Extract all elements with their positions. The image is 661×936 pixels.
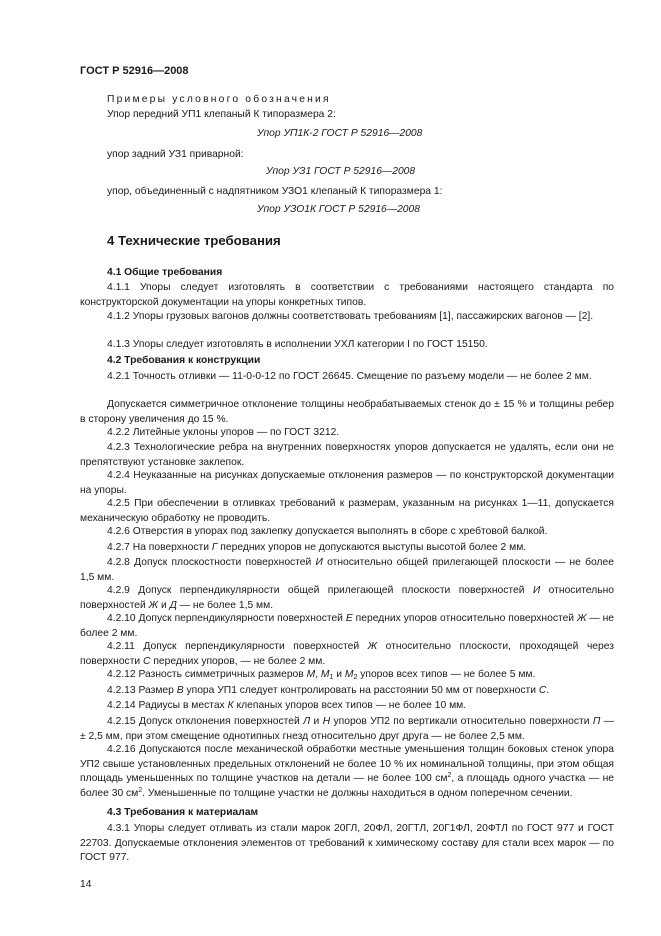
clause-4-2-7: 4.2.7 На поверхности Г передних упоров не допускаются выступы высотой более 2 мм. [107, 542, 527, 553]
examples-heading: Примеры условного обозначения [107, 94, 331, 105]
clause-4-2-16: 4.2.16 Допускаются после механической обработки местные уменьшения толщин боковых стенок упора УП2 свыше установленных предельных отклонений не более 10 % их номинальной толщины, при этом общая площадь уменьшенных по толщине участков на детали — не более 100 $см^2$, а площадь одного участка — не более 30 $см^2$. Уменьшенные по толщине участки не должны находиться в одном поперечном сечении. [80, 744, 614, 799]
clause-4-2-3: 4.2.3 Технологические ребра на внутренних поверхностях упоров допускается не удалять, если они не препятствуют установке заклепок. [80, 442, 614, 468]
example-2-designation: Упор УЗ1 ГОСТ Р 52916—2008 [266, 166, 416, 177]
clause-4-2-2: 4.2.2 Литейные уклоны упоров — по ГОСТ 3212. [107, 427, 340, 438]
clause-4-2-11: 4.2.11 Допуск перпендикулярности поверхностей Ж относительно плоскости, проходящей через поверхности С передних упоров, — не более 2 мм. [80, 641, 614, 667]
clause-4-2-8: 4.2.8 Допуск плоскостности поверхностей И относительно общей прилегающей плоскости — не более 1,5 мм. [80, 557, 614, 583]
clause-4-2-1: 4.2.1 Точность отливки — 11-0-0-12 по ГОСТ 26645. Смещение по разъему модели — не более 2 мм. [107, 371, 592, 382]
clause-4-2-10: 4.2.10 Допуск перпендикулярности поверхностей Е передних упоров относительно поверхностей Ж — не более 2 мм. [80, 613, 615, 639]
clause-4-2-12: 4.2.12 Разность симметричных размеров М, $М_1$ и $М_2$ упоров всех типов — не более 5 мм. [107, 669, 536, 681]
section-4-1-title: 4.1 Общие требования [107, 267, 223, 278]
clause-4-3-1: 4.3.1 Упоры следует отливать из стали марок 20ГЛ, 20ФЛ, 20ГТЛ, 20Г1ФЛ, 20ФТЛ по ГОСТ 977 и ГОСТ 22703. Допускаемые отклонения элементов от требований к химическому составу для стали всех марок — по ГОСТ 977. [80, 823, 614, 864]
example-3-designation: Упор УЗО1К ГОСТ Р 52916—2008 [257, 204, 420, 215]
clause-4-1-3: 4.1.3 Упоры следует изготовлять в исполнении УХЛ категории I по ГОСТ 15150. [107, 339, 488, 350]
clause-4-1-2: 4.1.2 Упоры грузовых вагонов должны соответствовать требованиям [1], пассажирских вагонов — [2]. [107, 311, 594, 322]
clause-4-1-1: 4.1.1 Упоры следует изготовлять в соответствии с требованиями настоящего стандарта по конструкторской документации на упоры конкретных типов. [80, 282, 614, 308]
example-1-designation: Упор УП1К-2 ГОСТ Р 52916—2008 [257, 128, 423, 139]
section-4-2-title: 4.2 Требования к конструкции [107, 355, 261, 366]
clause-4-2-6: 4.2.6 Отверстия в упорах под заклепку допускается выполнять в сборе с хребтовой балкой. [107, 526, 548, 537]
clause-4-2-5: 4.2.5 При обеспечении в отливках требований к размерам, указанным на рисунках 1—11, допускается механическую обработку не проводить. [80, 498, 614, 524]
clause-4-2-15: 4.2.15 Допуск отклонения поверхностей Л и Н упоров УП2 по вертикали относительно поверхности П — ± 2,5 мм, при этом смещение однотипных гнезд относительно друг друга — не более 2,5 мм. [80, 716, 614, 742]
section-4-3-title: 4.3 Требования к материалам [107, 807, 259, 818]
example-1-desc: Упор передний УП1 клепаный К типоразмера 2: [107, 109, 336, 120]
example-2-desc: упор задний УЗ1 приварной: [107, 149, 244, 160]
page-number: 14 [80, 879, 92, 890]
clause-4-2-13: 4.2.13 Размер В упора УП1 следует контролировать на расстоянии 50 мм от поверхности С. [107, 685, 550, 696]
example-3-desc: упор, объединенный с надпятником УЗО1 клепаный К типоразмера 1: [107, 186, 443, 197]
clause-4-2-1-tolerance: Допускается симметричное отклонение толщины необрабатываемых стенок до ± 15 % и толщины ребер в сторону увеличения до 15 %. [80, 399, 614, 425]
document-header: ГОСТ Р 52916—2008 [80, 65, 189, 77]
clause-4-2-14: 4.2.14 Радиусы в местах К клепаных упоров всех типов — не более 10 мм. [107, 700, 467, 711]
section-4-title: 4 Технические требования [107, 233, 281, 248]
clause-4-2-9: 4.2.9 Допуск перпендикулярности общей прилегающей плоскости поверхностей И относительно поверхностей Ж и Д — не более 1,5 мм. [80, 585, 614, 611]
clause-4-2-4: 4.2.4 Неуказанные на рисунках допускаемые отклонения размеров — по конструкторской документации на упоры. [80, 470, 614, 496]
